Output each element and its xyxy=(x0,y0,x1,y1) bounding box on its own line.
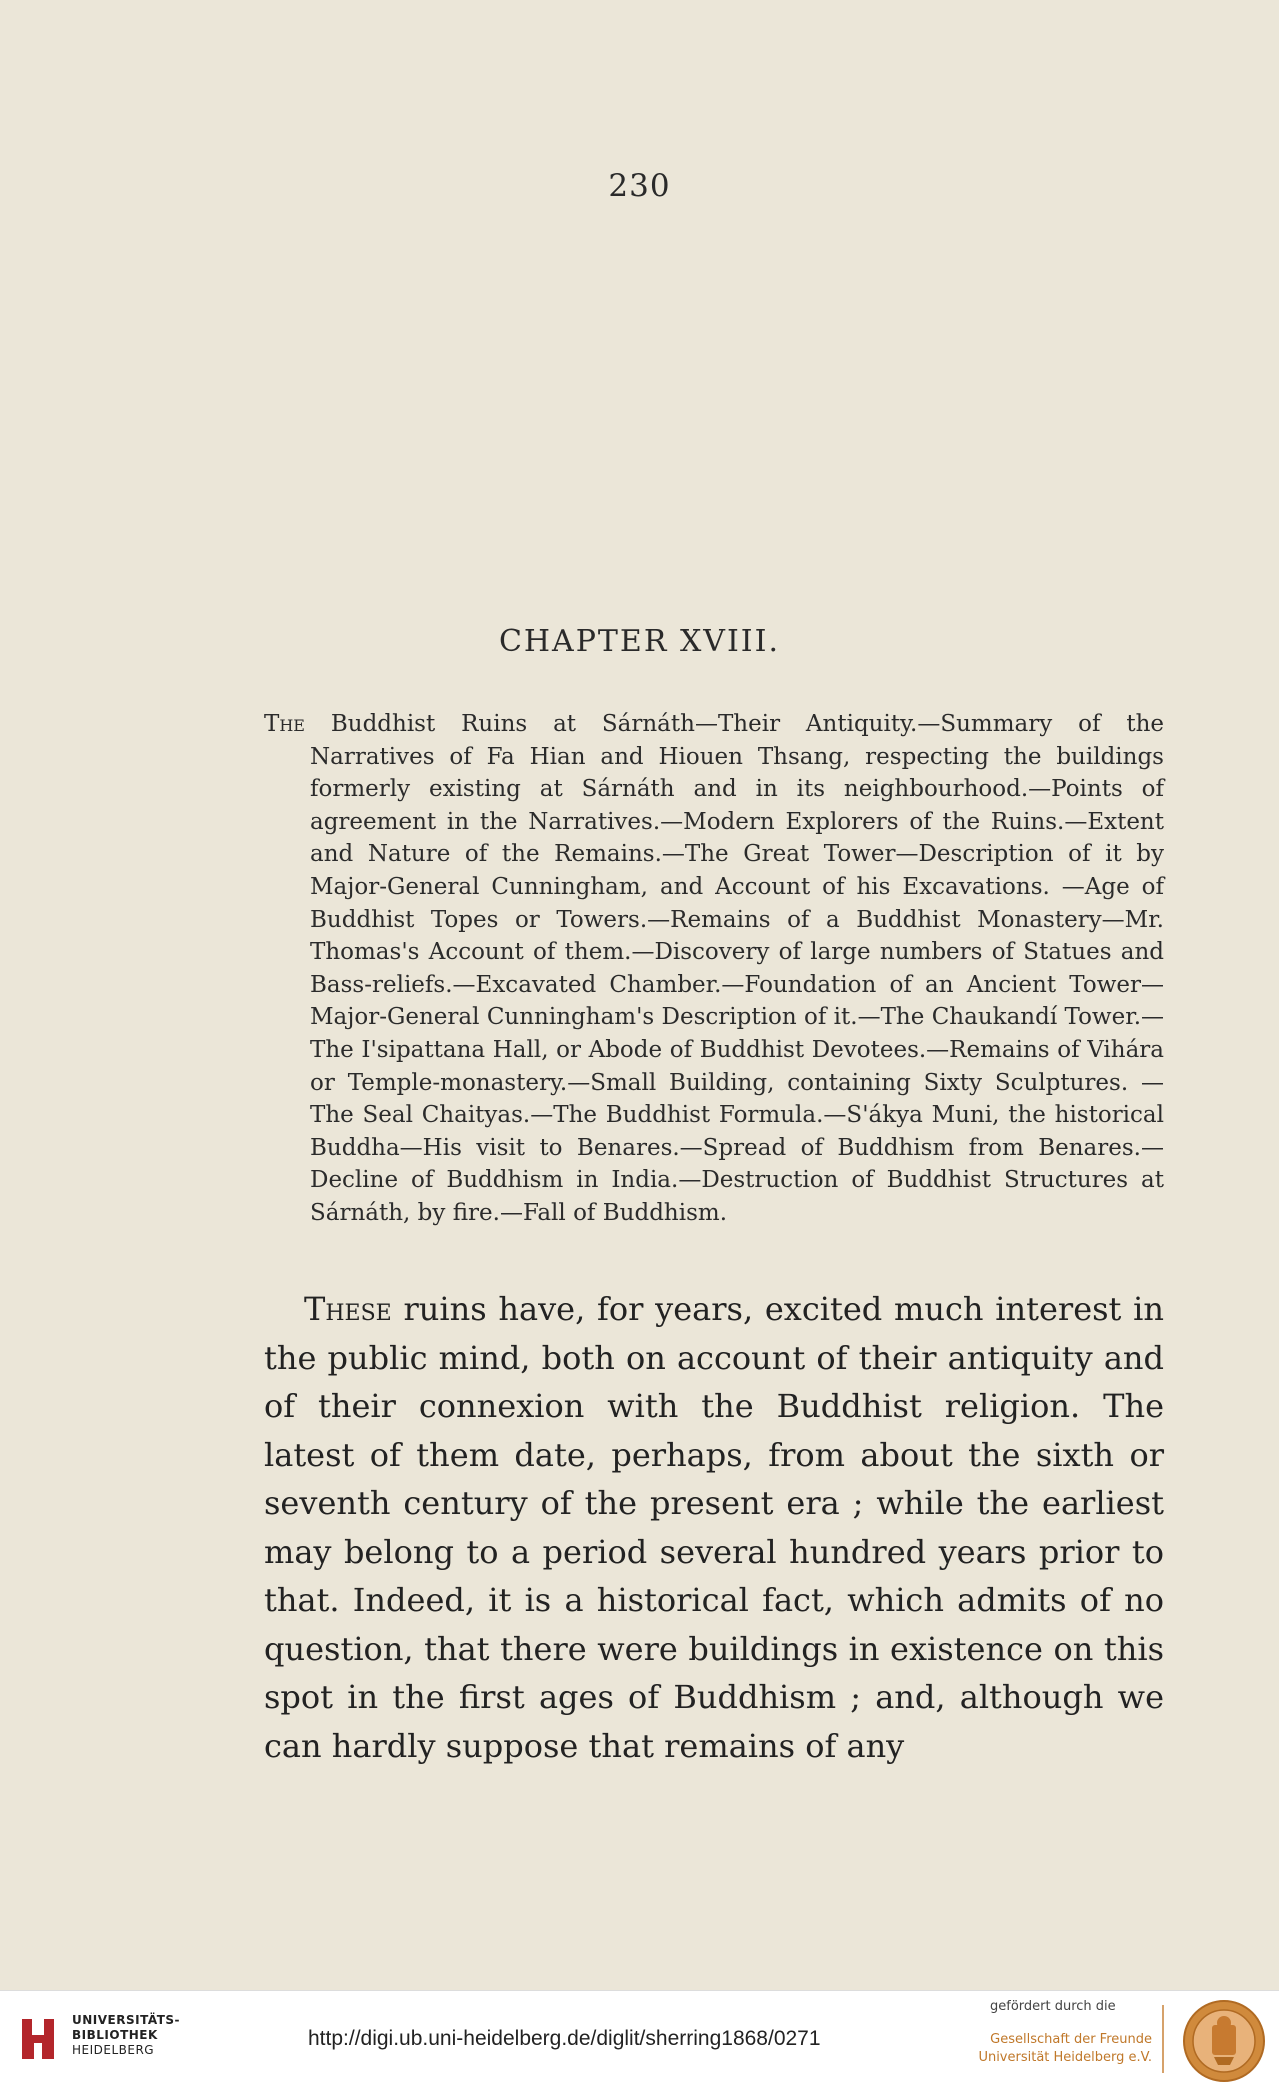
body-paragraph xyxy=(264,1285,1164,1770)
chapter-heading: CHAPTER XVIII. xyxy=(498,624,781,659)
body-lead-word: These xyxy=(304,1290,392,1328)
summary-text: Buddhist Ruins at Sárnáth—Their Antiquity.—Summary of the Narratives of Fa Hian and Hiouen Thsang, respecting the buildings formerly existing at Sárnáth and in its neighbourhood.—Points of agreement in the Narratives.—Modern Explorers of the Ruins.—Extent and Nature of the Remains.—The Great Tower—Description of it by Major-General Cunningham, and Account of his Excavations. —Age of Buddhist Topes or Towers.—Remains of a Buddhist Monastery—Mr. Thomas's Account of them.—Discovery of large numbers of Statues and Bass-reliefs.—Excavated Chamber.—Foundation of an Ancient Tower—Major-General Cunningham's Description of it.—The Chaukandí Tower.—The I'sipattana Hall, or Abode of Buddhist Devotees.—Remains of Vihára or Temple-monastery.—Small Building, containing Sixty Sculptures. — The Seal Chaityas.—The Buddhist Formula.—S'ákya Muni, the historical Buddha—His visit to Benares.—Spread of Buddhism from Benares.—Decline of Buddhism in India.—Destruction of Buddhist Structures at Sárnáth, by fire.—Fall of Buddhism. xyxy=(304,711,1164,1226)
footer-divider xyxy=(1162,2005,1164,2073)
footer-bar xyxy=(0,1990,1279,2085)
university-seal-icon[interactable] xyxy=(1182,1999,1266,2083)
library-name[interactable]: UNIVERSITÄTS- BIBLIOTHEK HEIDELBERG xyxy=(72,2013,181,2057)
society-name[interactable]: Gesellschaft der Freunde Universität Heidelberg e.V. xyxy=(978,2032,1152,2065)
chapter-summary xyxy=(264,708,1164,1230)
permalink-url[interactable]: http://digi.ub.uni-heidelberg.de/diglit/sherring1868/0271 xyxy=(308,2027,821,2050)
summary-lead-word: The xyxy=(264,711,305,737)
funded-by-label: gefördert durch die xyxy=(990,1999,1116,2014)
page-number: 230 xyxy=(608,168,671,204)
body-text: ruins have, for years, excited much interest in the public mind, both on account of their antiquity and of their connexion with the Buddhist religion. The latest of them date, perhaps, from about the sixth or seventh century of the present era ; while the earliest may belong to a period several hundred years prior to that. Indeed, it is a historical fact, which admits of no question, that there were buildings in existence on this spot in the first ages of Buddhism ; and, although we can hardly suppose that remains of any xyxy=(264,1290,1164,1765)
library-logo-icon[interactable] xyxy=(14,2013,62,2065)
